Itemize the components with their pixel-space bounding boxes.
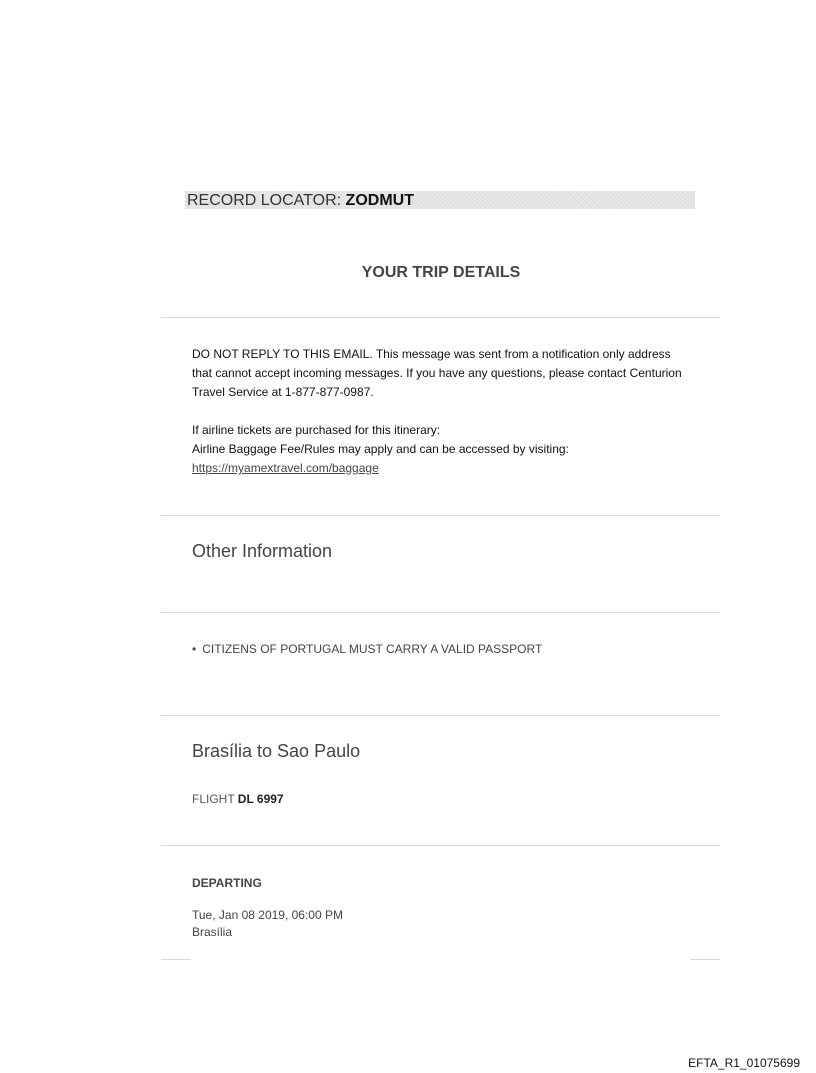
divider [690,959,720,960]
divider [161,715,720,716]
bullet-icon: • [192,642,197,656]
record-locator [187,192,414,210]
divider [161,959,191,960]
divider [161,612,720,613]
departing-city: Brasília [192,925,233,939]
flight-info [192,792,284,806]
divider [161,515,720,516]
flight-label: FLIGHT [192,792,238,806]
notice-line: that cannot accept incoming messages. If you have any questions, please contact Centurion [192,366,682,380]
notice-line: DO NOT REPLY TO THIS EMAIL. This message was sent from a notification only address [192,347,671,361]
list-item [192,642,542,656]
departing-label: DEPARTING [192,876,262,890]
flight-number: DL 6997 [237,792,284,806]
departing-info [192,907,343,941]
record-locator-label: RECORD LOCATOR: [187,192,346,209]
notice-line: If airline tickets are purchased for this itinerary: [192,423,441,437]
notice-line: Airline Baggage Fee/Rules may apply and can be accessed by visiting: [192,442,569,456]
list-item-text: CITIZENS OF PORTUGAL MUST CARRY A VALID PASSPORT [202,642,543,656]
notice-block [192,345,702,478]
divider [161,317,720,318]
flight-route-title: Brasília to Sao Paulo [192,741,361,761]
divider [161,845,720,846]
record-locator-code: ZODMUT [345,192,414,209]
trip-details-title: YOUR TRIP DETAILS [361,264,521,281]
departing-datetime: Tue, Jan 08 2019, 06:00 PM [192,908,343,922]
notice-line: Travel Service at 1-877-877-0987. [192,385,374,399]
document-id: EFTA_R1_01075699 [688,1056,800,1070]
baggage-link[interactable]: https://myamextravel.com/baggage [192,461,379,475]
other-information-title: Other Information [192,541,333,561]
